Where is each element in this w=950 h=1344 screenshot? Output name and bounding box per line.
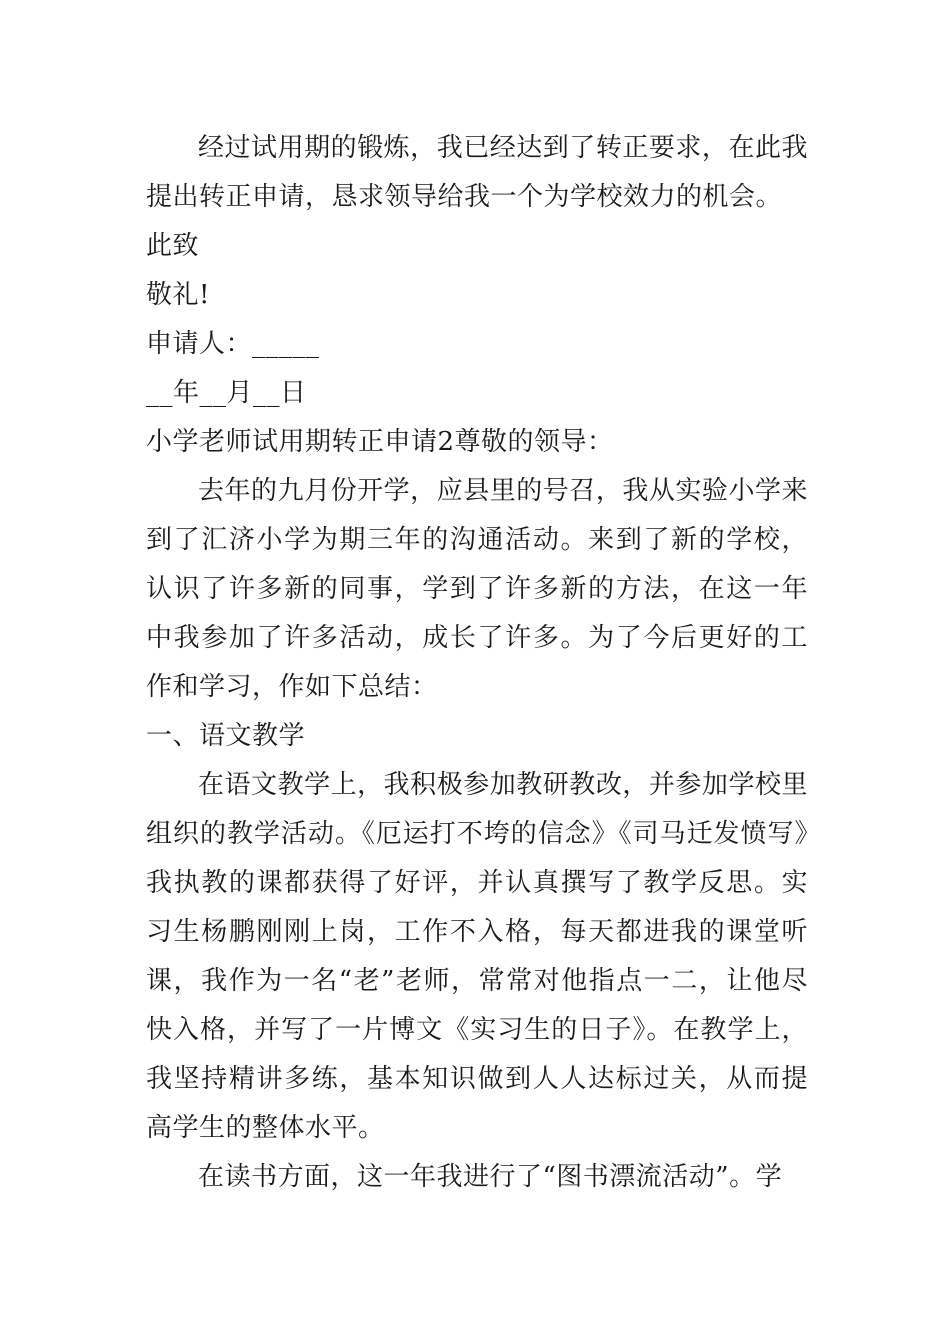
document-body	[146, 124, 808, 1202]
section-heading-application-2: 小学老师试用期转正申请2尊敬的领导：	[146, 427, 614, 457]
section-heading-chinese-teaching: 一、语文教学	[146, 721, 306, 751]
date-line: __年__月__日	[146, 378, 307, 408]
paragraph-reading: 在读书方面，这一年我进行了“图书漂流活动”。学	[198, 1162, 783, 1192]
paragraph-introduction: 去年的九月份开学，应县里的号召，我从实验小学来到了汇济小学为期三年的沟通活动。来到了新的学校，认识了许多新的同事，学到了许多新的方法，在这一年中我参加了许多活动，成长了许多。为了今后更好的工作和学习，作如下总结：	[146, 476, 808, 702]
paragraph-probation-request: 经过试用期的锻炼，我已经达到了转正要求，在此我提出转正申请，恳求领导给我一个为学校效力的机会。	[146, 133, 808, 212]
applicant-signature-line: 申请人：_____	[146, 329, 320, 359]
closing-salutation: 此致	[146, 231, 200, 261]
closing-regards: 敬礼!	[146, 280, 210, 310]
paragraph-teaching-details: 在语文教学上，我积极参加教研教改，并参加学校里组织的教学活动。《厄运打不垮的信念》《司马迁发愤写》我执教的课都获得了好评，并认真撰写了教学反思。实习生杨鹏刚刚上岗，工作不入格，每天都进我的课堂听课，我作为一名“老”老师，常常对他指点一二，让他尽快入格，并写了一片博文《实习生的日子》。在教学上，我坚持精讲多练，基本知识做到人人达标过关，从而提高学生的整体水平。	[146, 770, 808, 1143]
